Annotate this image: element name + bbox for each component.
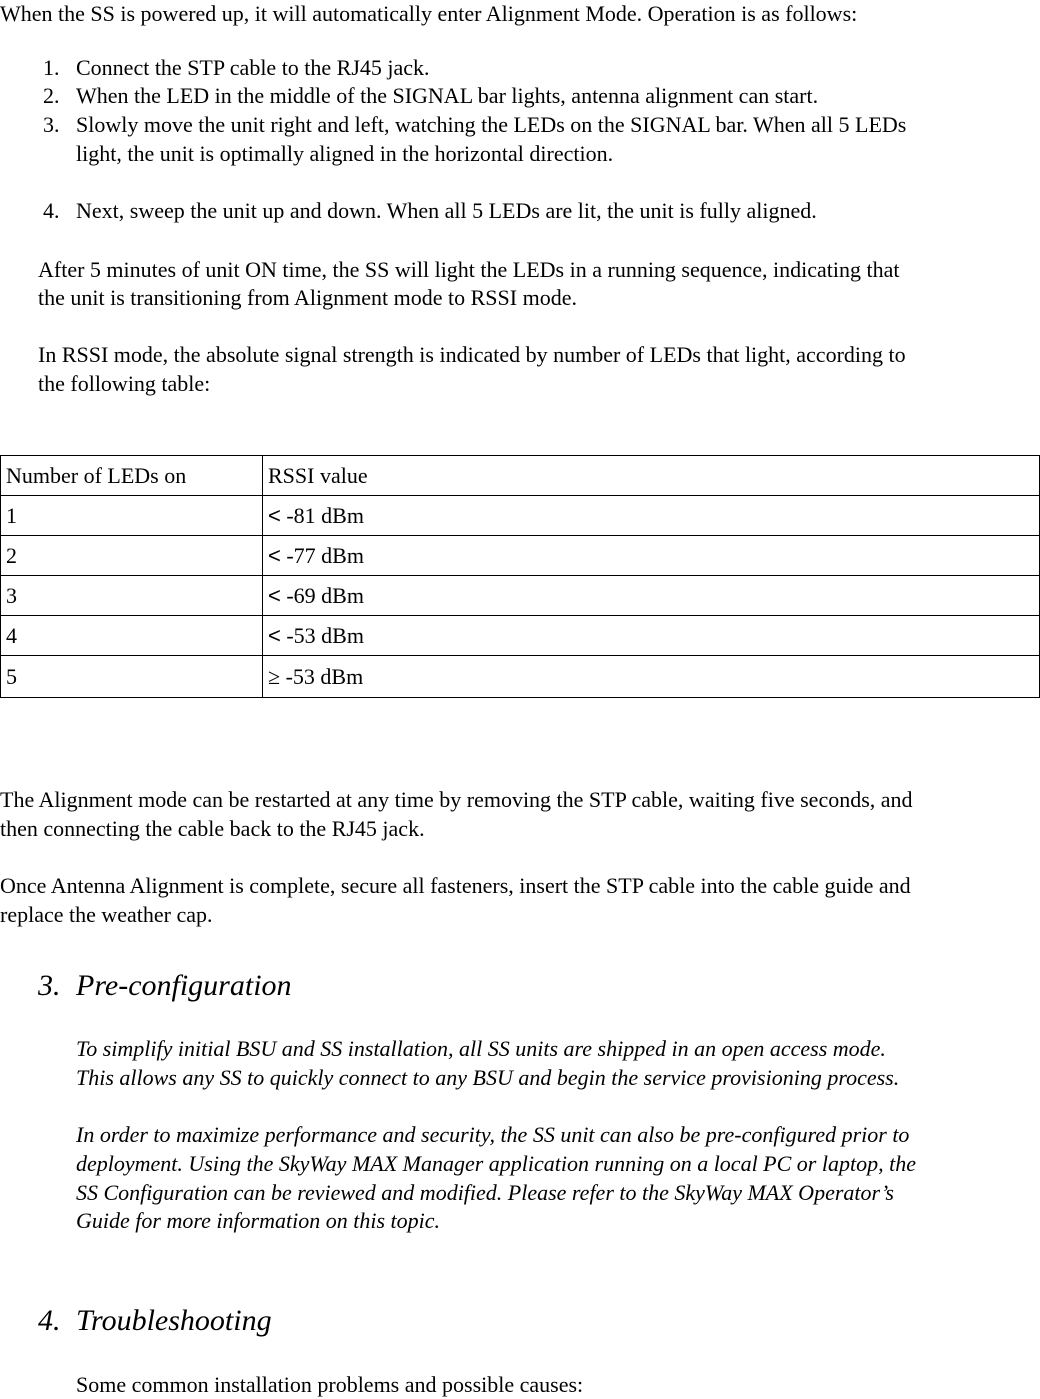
cell-rssi [263,496,1040,536]
step-1-number: 1. [43,55,60,80]
cell-rssi [263,536,1040,576]
table-row [1,576,1040,616]
step-2-text: When the LED in the middle of the SIGNAL bar lights, antenna alignment can start. [76,83,819,108]
less-than-symbol: < [268,502,281,528]
restart-line1: The Alignment mode can be restarted at any time by removing the STP cable, waiting five seconds, and [0,787,913,812]
rssi-value: -81 dBm [286,502,364,528]
cell-leds: 2 [1,536,263,576]
cell-leds: 1 [1,496,263,536]
cell-rssi [263,576,1040,616]
table-row [1,616,1040,656]
restart-line2: then connecting the cable back to the RJ45 jack. [0,816,425,841]
table-header-row [1,456,1040,496]
header-rssi: RSSI value [263,456,1040,496]
preconfig-para1-line1: To simplify initial BSU and SS installation, all SS units are shipped in an open access mode. [76,1036,886,1061]
step-4-number: 4. [43,198,60,223]
step-1-text: Connect the STP cable to the RJ45 jack. [76,55,430,80]
step-3-number: 3. [43,112,60,137]
rssi-intro-line2: the following table: [38,371,211,396]
less-than-symbol: < [268,542,281,568]
less-than-symbol: < [268,582,281,608]
table-row [1,656,1040,698]
rssi-value: -69 dBm [286,582,364,608]
intro-text: When the SS is powered up, it will automatically enter Alignment Mode. Operation is as follows: [0,1,858,26]
preconfig-para2-line1: In order to maximize performance and security, the SS unit can also be pre-configured prior to [76,1122,910,1147]
cell-leds: 5 [1,656,263,698]
once-line1: Once Antenna Alignment is complete, secure all fasteners, insert the STP cable into the cable guide and [0,873,911,898]
after5-line2: the unit is transitioning from Alignment mode to RSSI mode. [38,285,577,310]
cell-rssi [263,656,1040,698]
less-than-symbol: < [268,622,281,648]
rssi-intro-line1: In RSSI mode, the absolute signal strength is indicated by number of LEDs that light, according to [38,342,906,367]
rssi-value: -53 dBm [285,663,364,689]
section-4-number: 4. [38,1304,61,1337]
preconfig-para2-line4: Guide for more information on this topic. [76,1208,441,1233]
rssi-value: -77 dBm [286,542,364,568]
preconfig-para2-line2: deployment. Using the SkyWay MAX Manager application running on a local PC or laptop, the [76,1151,916,1176]
rssi-table [0,455,1040,698]
step-3-text-line2: light, the unit is optimally aligned in the horizontal direction. [76,141,614,166]
step-3-text-line1: Slowly move the unit right and left, watching the LEDs on the SIGNAL bar. When all 5 LEDs [76,112,907,137]
section-3-number: 3. [38,969,61,1002]
once-line2: replace the weather cap. [0,902,213,927]
cell-leds: 3 [1,576,263,616]
cell-leds: 4 [1,616,263,656]
step-4-text: Next, sweep the unit up and down. When all 5 LEDs are lit, the unit is fully aligned. [76,198,817,223]
greater-equal-symbol: ≥ [268,663,281,689]
step-2-number: 2. [43,83,60,108]
header-leds: Number of LEDs on [1,456,263,496]
troubleshooting-intro: Some common installation problems and possible causes: [76,1372,584,1397]
after5-line1: After 5 minutes of unit ON time, the SS will light the LEDs in a running sequence, indicating that [38,257,900,282]
rssi-value: -53 dBm [286,622,364,648]
section-4-title: Troubleshooting [76,1304,272,1337]
section-3-title: Pre-configuration [76,969,292,1002]
table-row [1,496,1040,536]
cell-rssi [263,616,1040,656]
preconfig-para1-line2: This allows any SS to quickly connect to any BSU and begin the service provisioning process. [76,1065,900,1090]
preconfig-para2-line3: SS Configuration can be reviewed and modified. Please refer to the SkyWay MAX Operator’s [76,1180,894,1205]
table-row [1,536,1040,576]
